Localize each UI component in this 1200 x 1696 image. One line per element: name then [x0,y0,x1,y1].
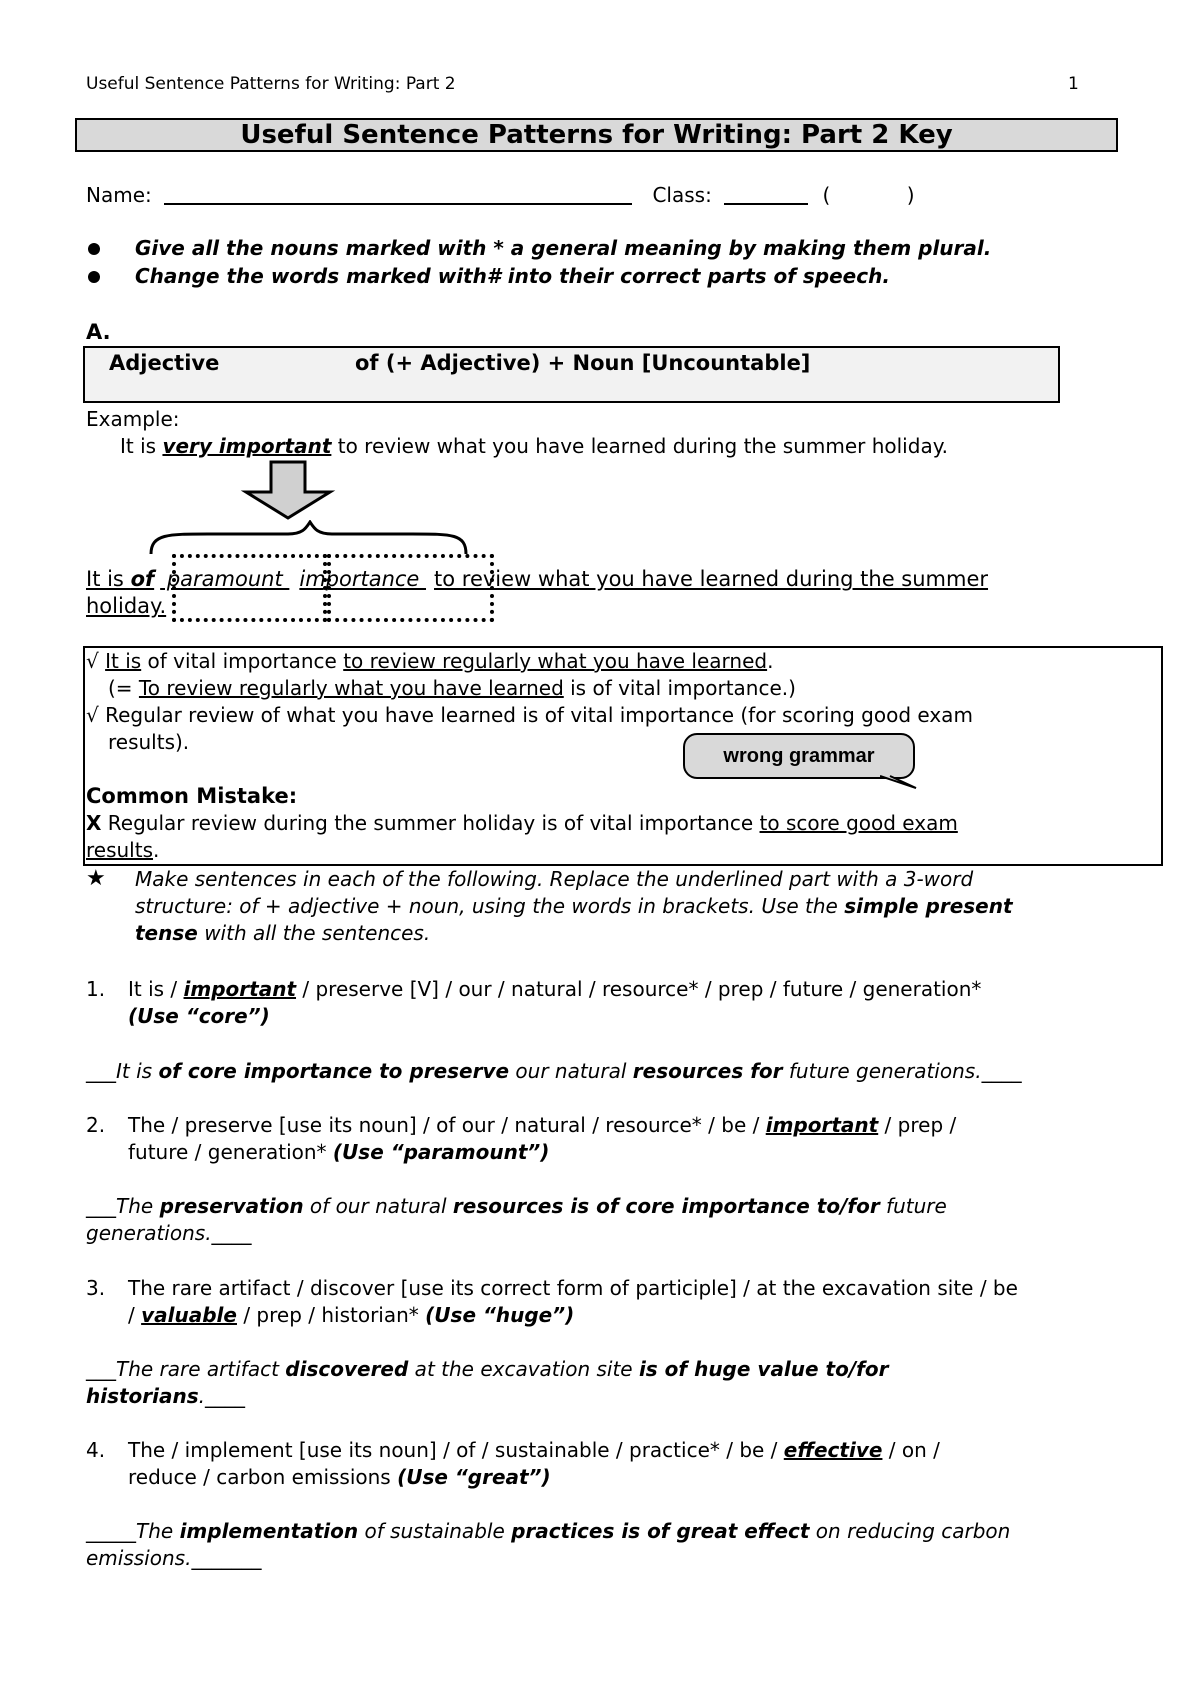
transformed-noun: importance [299,567,427,591]
question-3-prompt-cont: / valuable / prep / historian* (Use “huge”) [128,1303,575,1327]
question-4-prompt: The / implement [use its noun] / of / sustainable / practice* / be / effective / on / [128,1438,940,1462]
section-a-label: A. [86,320,111,344]
task-line-2: structure: of + adjective + noun, using the words in brackets. Use the simple present [135,894,1013,918]
star-icon: ★ [86,866,106,891]
example-sentence: It is very important to review what you have learned during the summer holiday. [120,434,949,458]
example-correct-1: √ It is of vital importance to review regularly what you have learned. [86,649,774,673]
question-1-prompt: It is / important / preserve [V] / our / natural / resource* / prep / future / generation* [128,977,982,1001]
instruction-1: Give all the nouns marked with * a general meaning by making them plural. [135,236,992,260]
answer-2: ___The preservation of our natural resources is of core importance to/for future [86,1194,947,1218]
example-adjective: very important [162,434,332,458]
class-blank [724,203,808,205]
pattern-structure: of (+ Adjective) + Noun [Uncountable] [355,351,811,375]
transformed-sentence-line2: holiday. [86,594,167,618]
question-2-number: 2. [86,1113,106,1137]
callout-bubble: wrong grammar [683,733,915,779]
instruction-2: Change the words marked with# into their correct parts of speech. [135,264,890,288]
name-label: Name: [86,183,152,207]
transformed-sentence-line1: It is of paramount importance to review what you have learned during the summer [86,567,989,591]
bullet-icon [88,271,100,283]
callout-tail-icon [880,772,920,792]
example-label: Example: [86,407,180,431]
highlight-box-noun [327,554,494,622]
pattern-adjective: Adjective [109,351,220,375]
class-number-close: ) [906,183,915,207]
question-3-number: 3. [86,1276,106,1300]
pattern-box [83,346,1060,403]
task-line-1: Make sentences in each of the following. Replace the underlined part with a 3-word [135,867,974,891]
class-label: Class: [652,183,712,207]
transformed-adjective: paramount [160,567,290,591]
brace-icon [148,520,470,556]
cross-icon: X [86,811,102,835]
question-3-prompt: The rare artifact / discover [use its correct form of participle] / at the excavation site / be [128,1276,1018,1300]
answer-4-cont: emissions._______ [86,1546,262,1570]
example-correct-1-paraphrase: (= To review regularly what you have learned is of vital importance.) [108,676,796,700]
answer-4: _____The implementation of sustainable practices is of great effect on reducing carbon [86,1519,1011,1543]
highlight-box-adjective [172,554,327,622]
task-line-3: tense with all the sentences. [135,921,431,945]
down-arrow-icon [238,460,338,520]
question-2-prompt: The / preserve [use its noun] / of our / natural / resource* / be / important / prep / [128,1113,957,1137]
check-icon: √ [86,649,99,673]
common-mistake-1: X Regular review during the summer holiday is of vital importance to score good exam [86,811,958,835]
answer-3: ___The rare artifact discovered at the excavation site is of huge value to/for [86,1357,889,1381]
question-1-number: 1. [86,977,106,1001]
answer-1: ___It is of core importance to preserve our natural resources for future generations.____ [86,1059,1022,1083]
page-number: 1 [1068,74,1079,94]
bullet-icon [88,243,100,255]
common-mistake-label: Common Mistake: [86,784,298,808]
transformed-of: of [130,567,155,591]
question-1-hint: (Use “core”) [128,1004,270,1028]
common-mistake-2: results. [86,838,160,862]
page-title: Useful Sentence Patterns for Writing: Part 2 Key [75,118,1118,152]
name-line [86,183,915,207]
example-correct-2: √ Regular review of what you have learned is of vital importance (for scoring good exam [86,703,973,727]
question-4-prompt-cont: reduce / carbon emissions (Use “great”) [128,1465,551,1489]
name-blank [164,203,632,205]
class-number-open: ( [822,183,831,207]
question-2-prompt-cont: future / generation* (Use “paramount”) [128,1140,550,1164]
answer-3-cont: historians.____ [86,1384,246,1408]
example-correct-2-cont: results). [108,730,190,754]
answer-2-cont: generations.____ [86,1221,252,1245]
check-icon: √ [86,703,99,727]
running-header: Useful Sentence Patterns for Writing: Part 2 [86,74,456,94]
question-4-number: 4. [86,1438,106,1462]
